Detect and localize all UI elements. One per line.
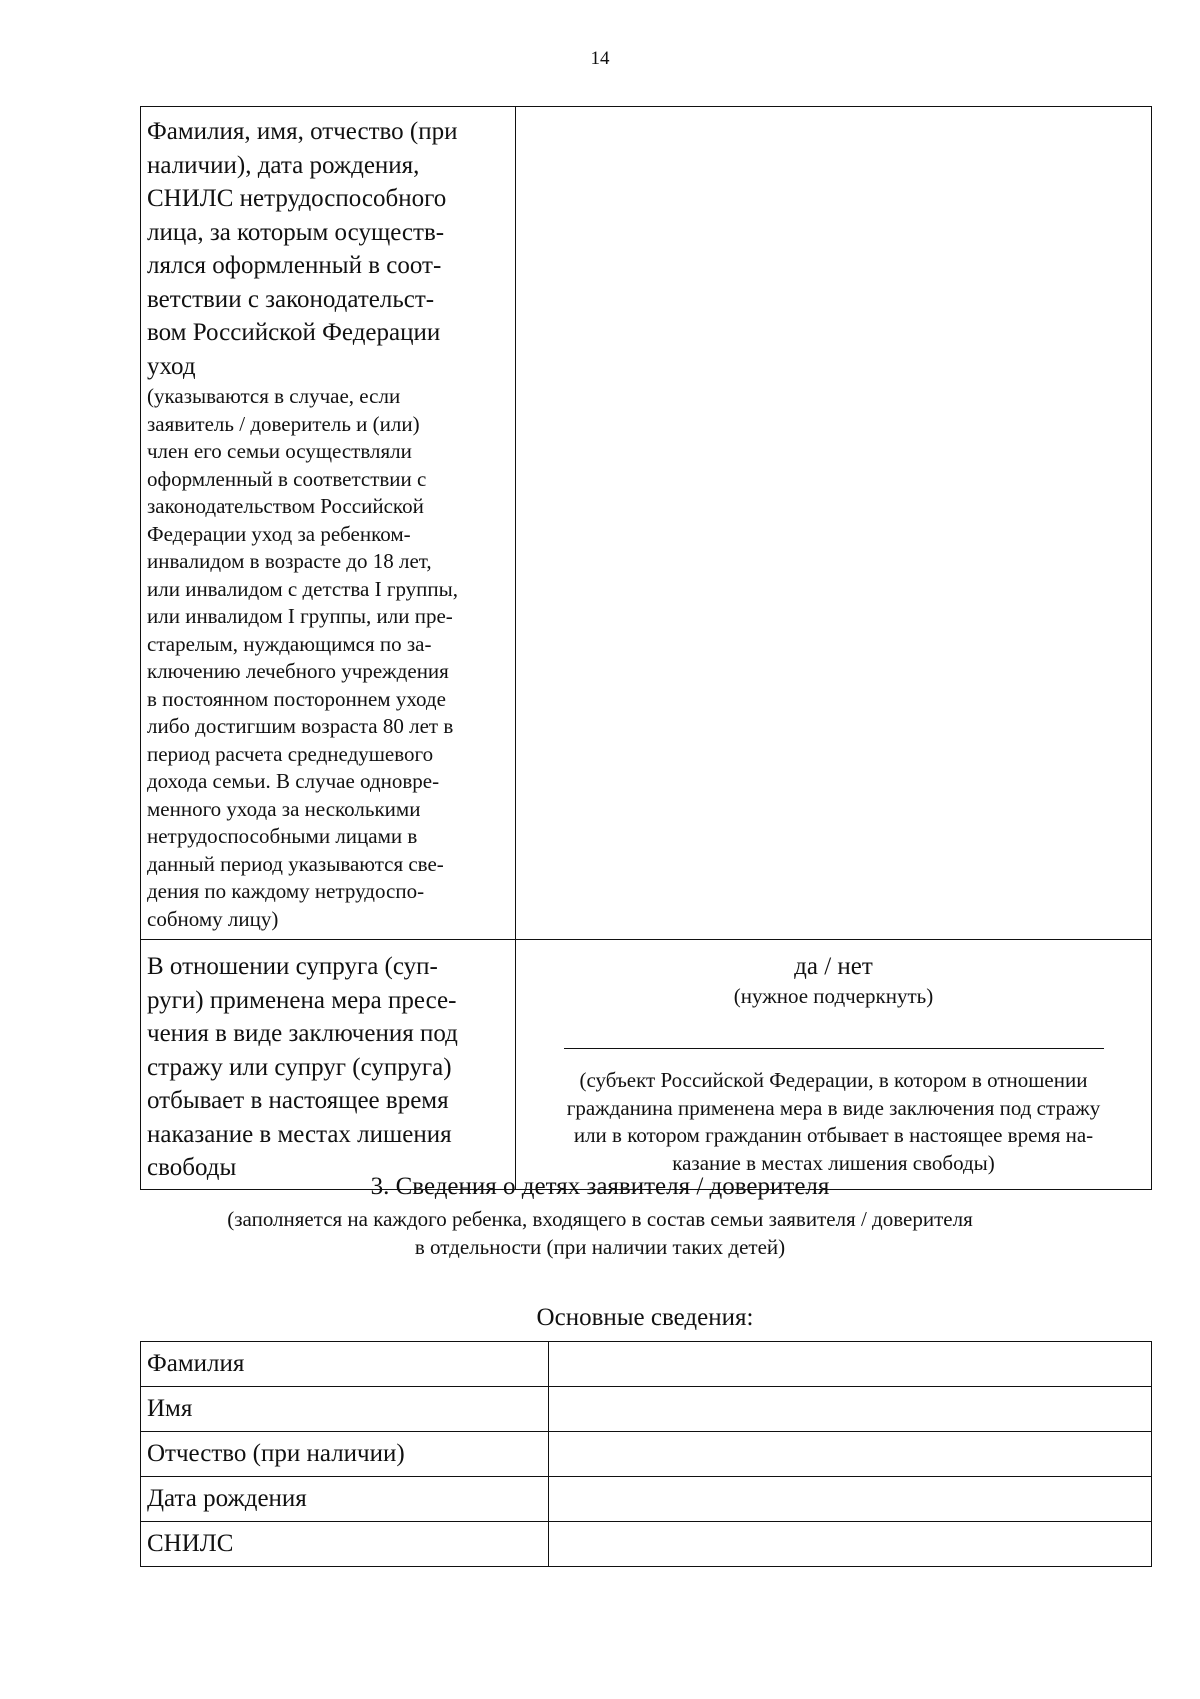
- subject-fill-line[interactable]: [564, 1048, 1104, 1049]
- field-label-patronymic: Отчество (при наличии): [141, 1432, 549, 1477]
- field-value-snils[interactable]: [549, 1522, 1152, 1567]
- yes-no-choice[interactable]: да / нет: [794, 953, 873, 980]
- table-row: [141, 1342, 1152, 1387]
- care-label-cell: [141, 107, 516, 940]
- subject-note: (субъект Российской Федерации, в котором в отношении гражданина применена мера в виде заключения под стражу или в котором гражданин отбывает в настоящее время на- казание в местах лишения свободы): [566, 1068, 1101, 1175]
- field-label-surname: Фамилия: [141, 1342, 549, 1387]
- underline-hint: (нужное подчеркнуть): [733, 984, 934, 1008]
- field-value-birthdate[interactable]: [549, 1477, 1152, 1522]
- table-row: [141, 1387, 1152, 1432]
- field-value-patronymic[interactable]: [549, 1432, 1152, 1477]
- custody-label: В отношении супруга (суп- руги) применена мера пресе- чения в виде заключения под стражу или супруг (супруга) отбывает в настоящее время наказание в местах лишения свободы: [147, 953, 458, 1181]
- custody-label-cell: [141, 940, 516, 1190]
- table-row: [141, 1432, 1152, 1477]
- field-label-birthdate: Дата рождения: [141, 1477, 549, 1522]
- table-row: [141, 1522, 1152, 1567]
- field-label-snils: СНИЛС: [141, 1522, 549, 1567]
- table-row-custody: [141, 940, 1152, 1190]
- page-number: 14: [590, 48, 610, 69]
- care-value-cell[interactable]: [516, 107, 1152, 940]
- table-row-care: [141, 107, 1152, 940]
- care-label-lead: Фамилия, имя, отчество (при наличии), дата рождения, СНИЛС нетрудоспособного лица, за которым осуществ- лялся оформленный в соот- ветствии с законодательст- вом Российской Федерации уход: [147, 118, 458, 380]
- care-label-note: (указываются в случае, если заявитель / доверитель и (или) член его семьи осуществляли оформленный в соответствии с законодательством Российской Федерации уход за ребенком- инвалидом в возрасте до 18 лет, или инвалидом с детства I группы, или инвалидом I группы, или пре- старелым, нуждающимся по за- ключению лечебного учреждения в постоянном постороннем уходе либо достигшим возраста 80 лет в период расчета среднедушевого дохода семьи. В случае одновре- менного ухода за несколькими нетрудоспособными лицами в данный период указываются све- дения по каждому нетрудоспо- собному лицу): [147, 384, 459, 931]
- child-basic-info-table: [140, 1341, 1152, 1567]
- applicant-info-table: [140, 106, 1152, 1190]
- custody-choice: [516, 940, 1151, 1010]
- field-label-name: Имя: [141, 1387, 549, 1432]
- field-value-surname[interactable]: [549, 1342, 1152, 1387]
- section-subtitle: (заполняется на каждого ребенка, входящего в состав семьи заявителя / доверителя в отдельности (при наличии таких детей): [227, 1207, 973, 1259]
- custody-value-cell: [516, 940, 1152, 1190]
- field-value-name[interactable]: [549, 1387, 1152, 1432]
- section-title: 3. Сведения о детях заявителя / доверителя: [370, 1173, 830, 1200]
- table-row: [141, 1477, 1152, 1522]
- basic-info-heading: Основные сведения:: [536, 1304, 754, 1331]
